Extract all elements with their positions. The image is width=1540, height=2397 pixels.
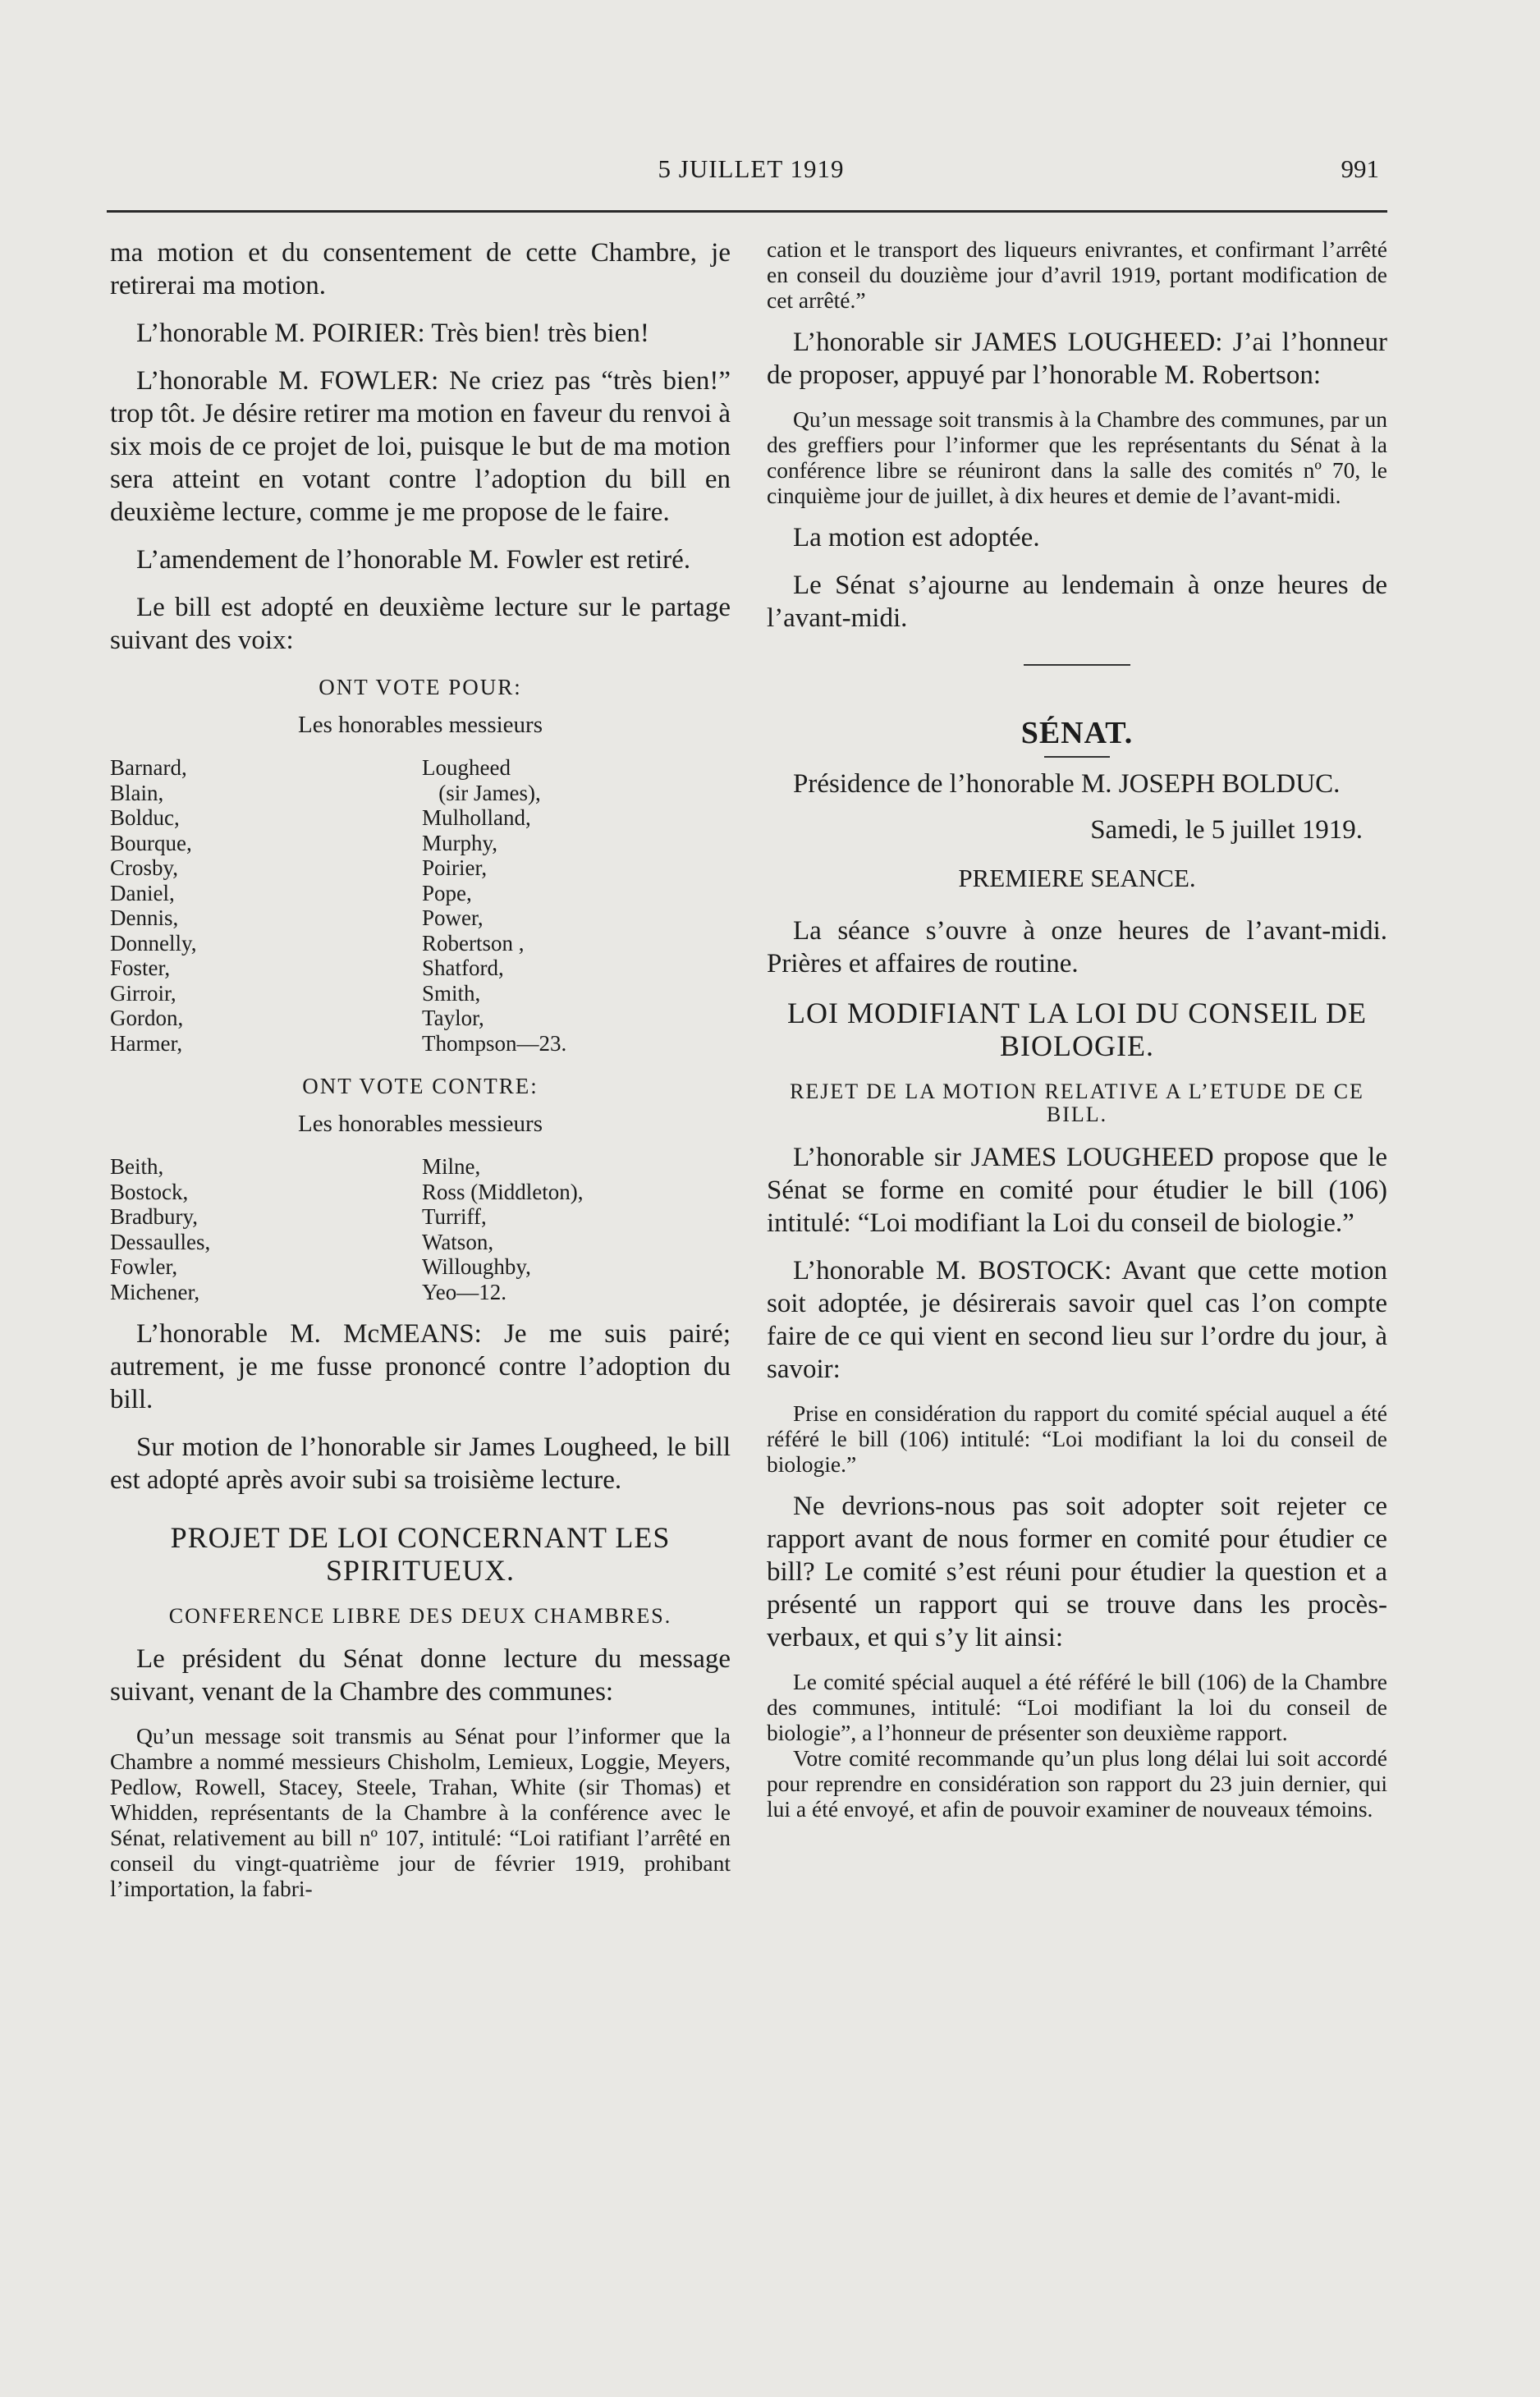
section-subtitle: CONFERENCE LIBRE DES DEUX CHAMBRES. — [168, 1604, 672, 1628]
member-name: Bostock, — [110, 1179, 189, 1204]
member-name: Fowler, — [110, 1254, 178, 1279]
member-name: Bourque, — [110, 830, 192, 855]
paragraph: Sur motion de l’honorable sir James Lougheed, le bill est adopté après avoir subi sa troisième lecture. — [110, 1432, 731, 1495]
member-name: Barnard, — [110, 755, 187, 780]
member-name: Donnelly, — [110, 930, 197, 956]
session-date: Samedi, le 5 juillet 1919. — [1090, 815, 1363, 845]
member-name: Watson, — [422, 1229, 494, 1254]
member-name: Taylor, — [422, 1006, 484, 1030]
paragraph: Le président du Sénat donne lecture du message suivant, venant de la Chambre des communes: — [110, 1644, 731, 1707]
paragraph: Ne devrions-nous pas soit adopter soit rejeter ce rapport avant de nous former en comité pour étudier ce bill? Le comité s’est réuni pour étudier la question et a présenté un rapport qui se trouve dans les procès-verbaux, et qui s’y lit ainsi: — [767, 1492, 1387, 1652]
member-name: Thompson—23. — [422, 1030, 567, 1056]
quoted-order: Prise en considération du rapport du comité spécial auquel a été référé le bill (106) intitulé: “Loi modifiant la loi du conseil de biologie.” — [767, 1400, 1387, 1477]
paragraph: L’honorable M. FOWLER: Ne criez pas “très bien!” trop tôt. Je désire retirer ma motion en faveur du renvoi à six mois de ce projet de loi, puisque le but de ma motion sera atteint en votant contre l’adoption du bill en deuxième lecture, comme je me propose de le faire. — [110, 366, 731, 527]
vote-pour-heading: ONT VOTE POUR: — [319, 675, 522, 699]
right-column — [767, 236, 1387, 1835]
name-column — [422, 755, 731, 1056]
member-name: Willoughby, — [422, 1254, 531, 1279]
section-title: PROJET DE LOI CONCERNANT LES SPIRITUEUX. — [170, 1521, 671, 1587]
paragraph: Le bill est adopté en deuxième lecture sur le partage suivant des voix: — [110, 593, 731, 655]
member-name: (sir James), — [422, 780, 541, 805]
member-name: Daniel, — [110, 880, 175, 905]
quoted-report: Le comité spécial auquel a été référé le bill (106) de la Chambre des communes, intitulé: “Loi modifiant la loi du conseil de biologie”, a l’honneur de présenter son deuxième rapport. — [767, 1669, 1387, 1745]
vote-pour-list — [110, 755, 731, 1056]
vote-contre-list — [110, 1154, 731, 1304]
section-subtitle: REJET DE LA MOTION RELATIVE A L’ETUDE DE CE BILL. — [790, 1079, 1364, 1126]
header-rule — [107, 210, 1387, 213]
paragraph: ma motion et du consentement de cette Chambre, je retirerai ma motion. — [110, 238, 731, 300]
member-name: Yeo—12. — [422, 1279, 507, 1304]
name-column — [110, 1154, 422, 1304]
name-column — [422, 1154, 731, 1304]
member-name: Blain, — [110, 780, 164, 805]
paragraph: L’amendement de l’honorable M. Fowler est retiré. — [136, 545, 691, 575]
name-column — [110, 755, 422, 1056]
page-header — [0, 154, 1540, 187]
left-column — [110, 236, 731, 1914]
member-name: Michener, — [110, 1279, 200, 1304]
member-name: Poirier, — [422, 855, 488, 880]
seance-heading: PREMIERE SEANCE. — [958, 864, 1196, 892]
member-name: Harmer, — [110, 1030, 183, 1056]
senat-rule — [1044, 756, 1110, 758]
member-name: Foster, — [110, 956, 171, 980]
member-name: Smith, — [422, 980, 481, 1006]
paragraph: L’honorable sir JAMES LOUGHEED: J’ai l’honneur de proposer, appuyé par l’honorable M. Robertson: — [767, 328, 1387, 390]
member-name: Girroir, — [110, 980, 176, 1006]
member-name: Murphy, — [422, 830, 497, 855]
section-title: LOI MODIFIANT LA LOI DU CONSEIL DE BIOLOGIE. — [787, 997, 1367, 1062]
member-name: Dessaulles, — [110, 1229, 211, 1254]
vote-contre-heading: ONT VOTE CONTRE: — [302, 1074, 539, 1098]
quoted-message: Qu’un message soit transmis au Sénat pour l’informer que la Chambre a nommé messieurs Chisholm, Lemieux, Loggie, Meyers, Pedlow, Rowell, Stacey, Steele, Trahan, White (sir Thomas) et Whidden, représentants de la Chambre à la conférence avec le Sénat, relativement au bill nº 107, intitulé: “Loi ratifiant l’arrêté en conseil du vingt-quatrième jour de février 1919, prohibant l’importation, la fabri- — [110, 1723, 731, 1901]
member-name: Crosby, — [110, 855, 179, 880]
member-name: Gordon, — [110, 1006, 184, 1030]
quoted-message-continued: cation et le transport des liqueurs enivrantes, et confirmant l’arrêté en conseil du douzième jour d’avril 1919, portant modification de cet arrêté.” — [767, 236, 1387, 313]
member-name: Beith, — [110, 1154, 164, 1179]
paragraph: L’honorable M. BOSTOCK: Avant que cette motion soit adoptée, je désirerais savoir quel cas l’on compte faire de ce qui vient en second lieu sur l’ordre du jour, à savoir: — [767, 1256, 1387, 1384]
paragraph: L’honorable M. POIRIER: Très bien! très bien! — [136, 319, 649, 348]
quoted-report: Votre comité recommande qu’un plus long délai lui soit accordé pour reprendre en considération son rapport du 23 juin dernier, qui lui a été envoyé, et afin de pouvoir examiner de nouveaux témoins. — [767, 1745, 1387, 1822]
page-number: 991 — [1341, 154, 1379, 183]
paragraph: La motion est adoptée. — [793, 523, 1040, 552]
member-name: Mulholland, — [422, 805, 531, 830]
paragraph: L’honorable sir JAMES LOUGHEED propose que le Sénat se forme en comité pour étudier le bill (106) intitulé: “Loi modifiant la Loi du conseil de biologie.” — [767, 1143, 1387, 1238]
paragraph: La séance s’ouvre à onze heures de l’avant-midi. Prières et affaires de routine. — [767, 916, 1387, 979]
paragraph: Le Sénat s’ajourne au lendemain à onze heures de l’avant-midi. — [767, 571, 1387, 633]
senat-title: SÉNAT. — [1020, 716, 1134, 750]
vote-pour-subheading: Les honorables messieurs — [298, 712, 543, 738]
member-name: Shatford, — [422, 956, 504, 980]
member-name: Milne, — [422, 1154, 481, 1179]
member-name: Dennis, — [110, 905, 179, 930]
member-name: Bradbury, — [110, 1204, 198, 1229]
member-name: Robertson , — [422, 930, 525, 956]
quoted-motion: Qu’un message soit transmis à la Chambre des communes, par un des greffiers pour l’informer que les représentants du Sénat à la conférence libre se réuniront dans la salle des comités nº 70, le cinquième jour de juillet, à dix heures et demie de l’avant-midi. — [767, 406, 1387, 508]
member-name: Lougheed — [422, 755, 511, 780]
vote-contre-subheading: Les honorables messieurs — [298, 1111, 543, 1137]
section-divider — [1024, 664, 1130, 666]
paragraph: L’honorable M. McMEANS: Je me suis pairé; autrement, je me fusse prononcé contre l’adoption du bill. — [110, 1319, 731, 1414]
member-name: Bolduc, — [110, 805, 180, 830]
member-name: Ross (Middleton), — [422, 1179, 584, 1204]
presidence: Présidence de l’honorable M. JOSEPH BOLDUC. — [793, 769, 1341, 799]
member-name: Turriff, — [422, 1204, 487, 1229]
member-name: Pope, — [422, 880, 472, 905]
member-name: Power, — [422, 905, 484, 930]
header-date: 5 JUILLET 1919 — [658, 154, 845, 183]
